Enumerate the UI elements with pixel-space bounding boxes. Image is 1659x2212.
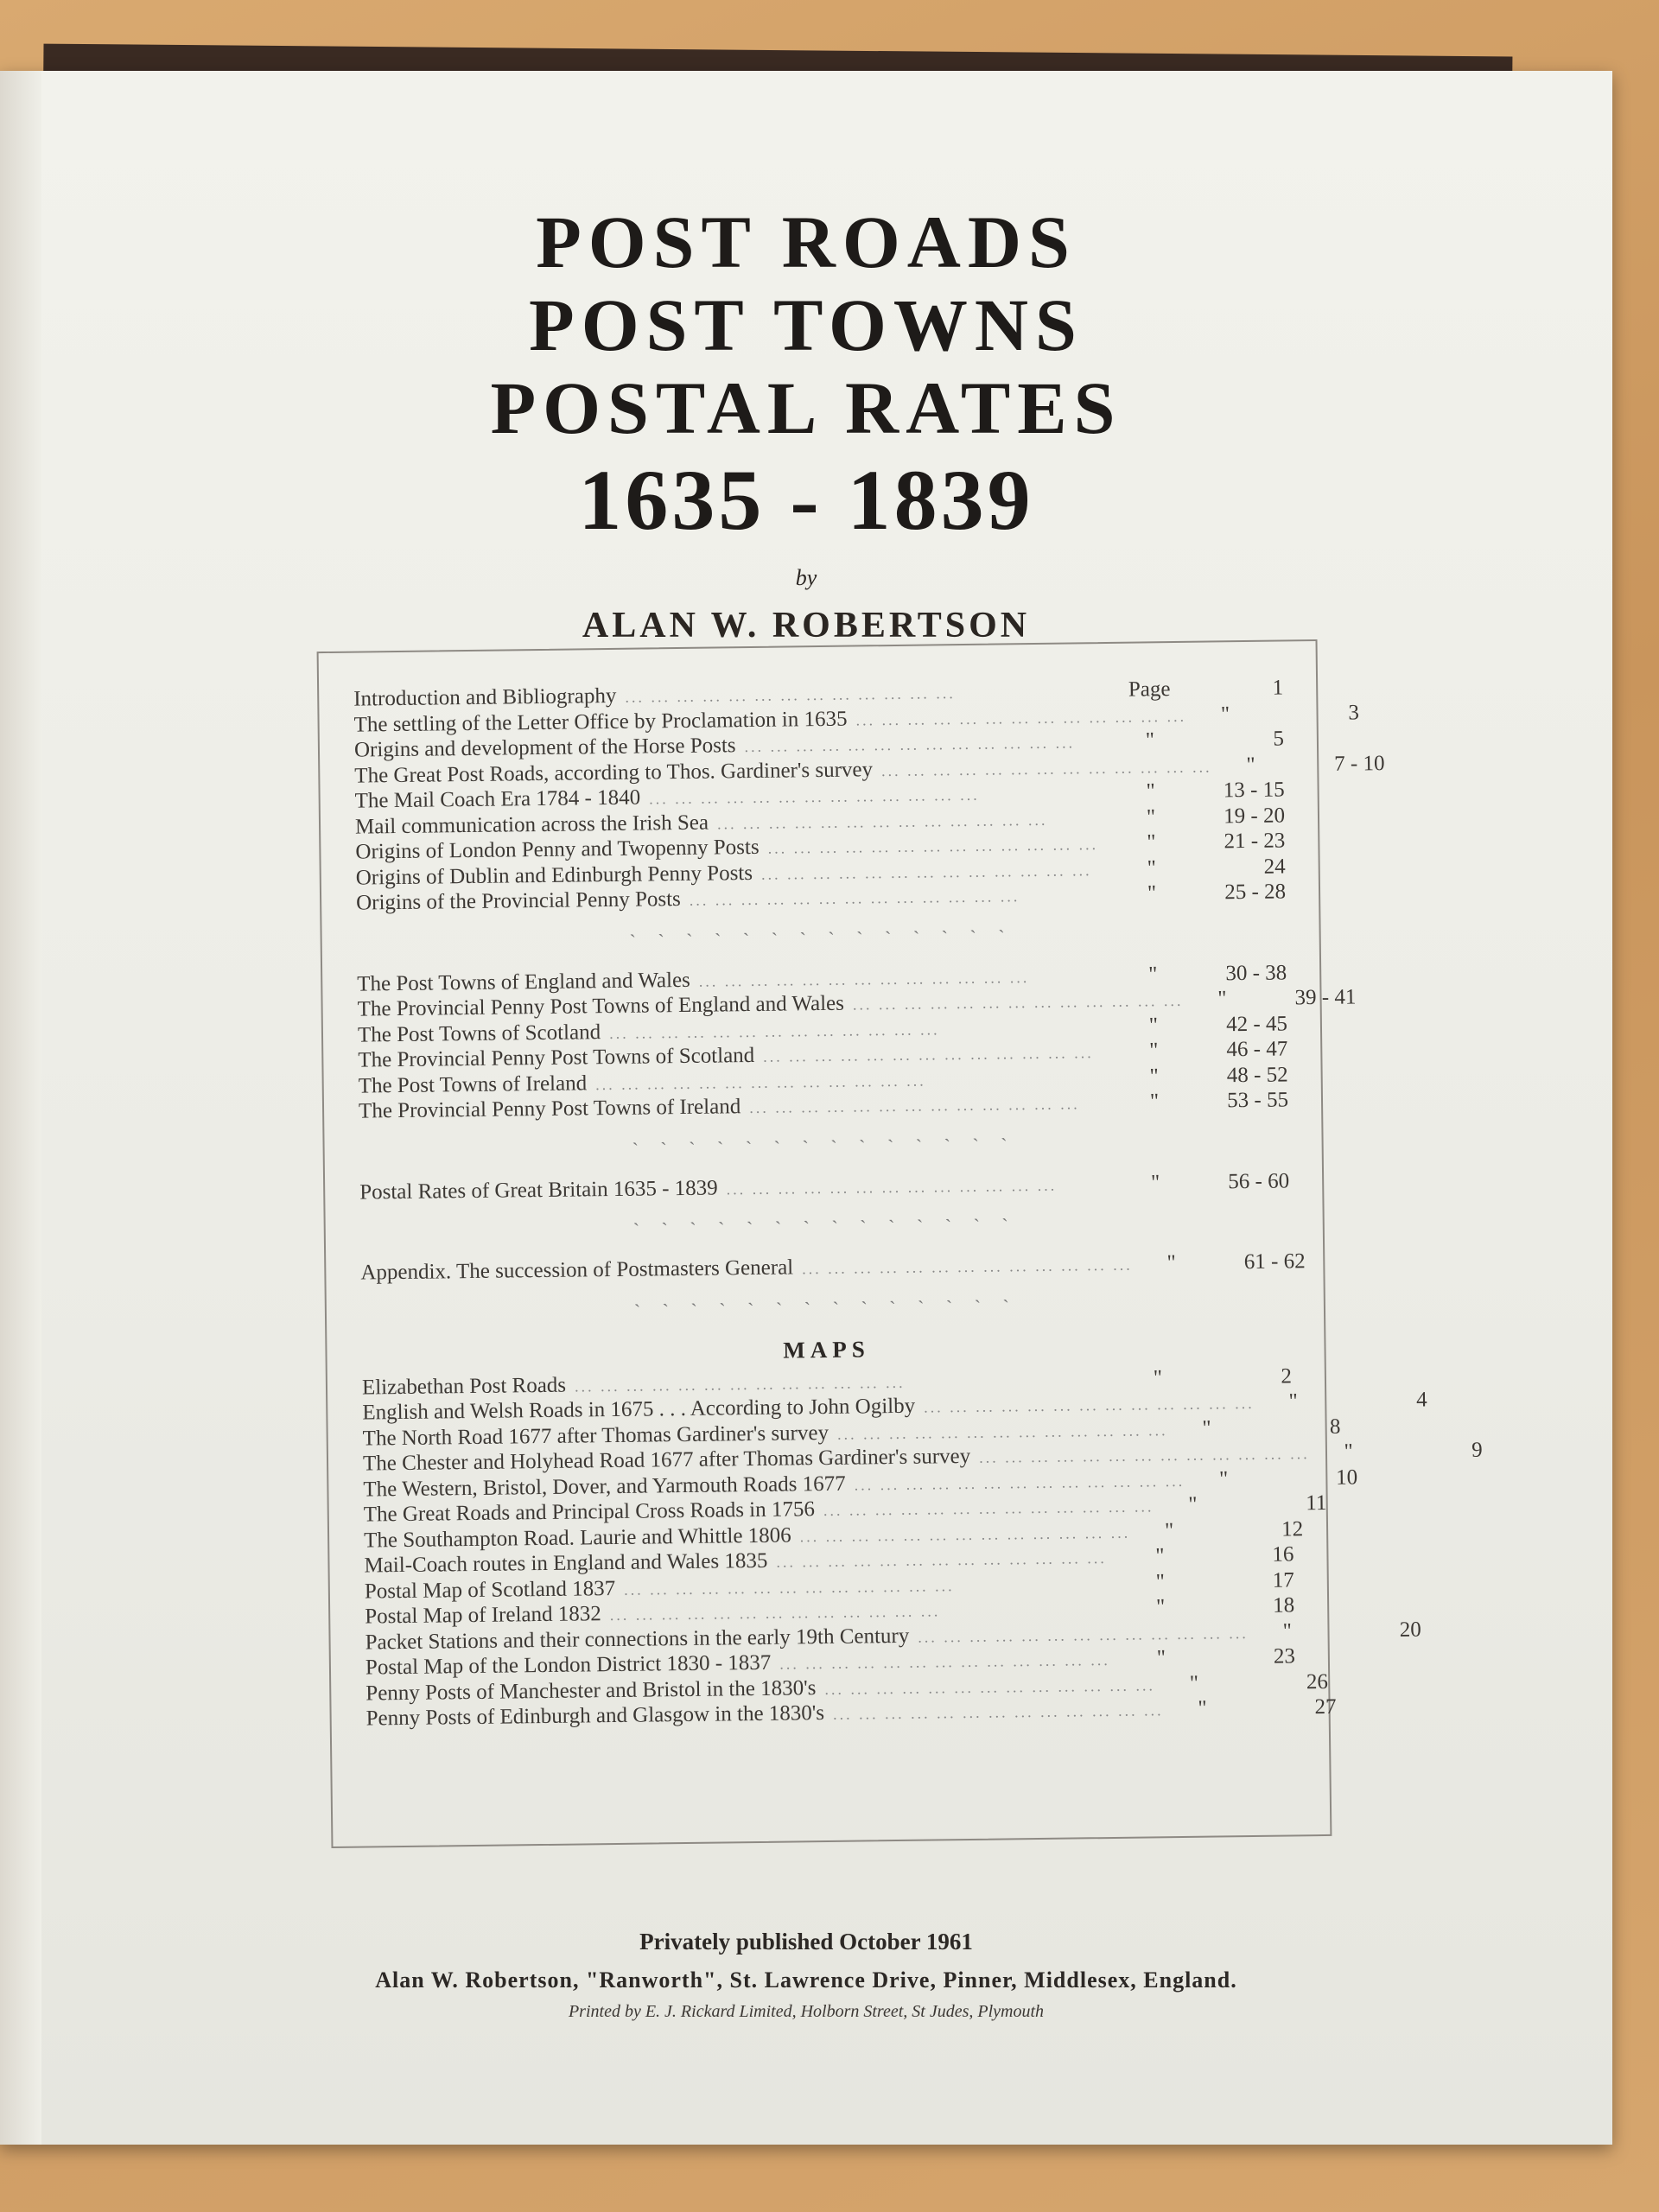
contents-section-post-towns — [357, 960, 1357, 1125]
entry-page-number: 25 - 28 — [1224, 880, 1287, 905]
contents-box — [317, 639, 1483, 1848]
entry-page-label: " — [1147, 881, 1157, 906]
title-years: 1635 - 1839 — [578, 452, 1034, 548]
entry-title: The Mail Coach Era 1784 - 1840 — [354, 785, 641, 813]
dot-leader: ... ... ... ... ... ... ... ... ... ... ... ... ... — [749, 1095, 1080, 1117]
entry-page-label: " — [1147, 962, 1158, 986]
entry-page-number: 17 — [1272, 1567, 1294, 1592]
dot-leader: ... ... ... ... ... ... ... ... ... ... ... ... ... — [852, 991, 1184, 1014]
dot-leader: ... ... ... ... ... ... ... ... ... ... ... ... ... — [880, 757, 1212, 779]
dot-leader: ... ... ... ... ... ... ... ... ... ... ... ... ... — [832, 1701, 1164, 1723]
entry-title: The Provincial Penny Post Towns of Scotland — [358, 1043, 755, 1072]
dot-leader: ... ... ... ... ... ... ... ... ... ... ... ... ... — [854, 1471, 1185, 1494]
entry-title: Origins of London Penny and Twopenny Posts — [355, 835, 760, 864]
entry-page-number: 42 - 45 — [1225, 1011, 1288, 1036]
dot-leader: ... ... ... ... ... ... ... ... ... ... ... ... ... — [624, 1576, 955, 1599]
entry-page-label: " — [1218, 1466, 1229, 1491]
entry-page-number: 18 — [1272, 1593, 1295, 1618]
dot-leader: ... ... ... ... ... ... ... ... ... ... ... ... ... — [689, 887, 1020, 909]
entry-page-label: " — [1198, 1696, 1207, 1720]
entry-page-number: 26 — [1306, 1669, 1329, 1694]
dot-leader: ... ... ... ... ... ... ... ... ... ... ... ... ... — [918, 1624, 1249, 1646]
entry-title: Packet Stations and their connections in the early 19th Century — [365, 1624, 910, 1655]
dot-leader: ... ... ... ... ... ... ... ... ... ... ... ... ... — [824, 1675, 1156, 1698]
publication-note: Privately published October 1961 — [639, 1929, 973, 1955]
entry-page-label: " — [1149, 1064, 1159, 1088]
dot-leader: ... ... ... ... ... ... ... ... ... ... ... ... ... — [609, 1020, 940, 1042]
entry-title: Penny Posts of Edinburgh and Glasgow in the 1830's — [365, 1701, 825, 1731]
entry-title: The Western, Bristol, Dover, and Yarmouth Roads 1677 — [363, 1471, 846, 1502]
entry-page-number: 48 - 52 — [1226, 1062, 1288, 1087]
dot-leader: ... ... ... ... ... ... ... ... ... ... ... ... ... — [767, 836, 1099, 857]
entry-title: Mail communication across the Irish Sea — [354, 810, 709, 839]
dot-leader: ... ... ... ... ... ... ... ... ... ... ... ... ... — [716, 810, 1048, 832]
entry-page-label: " — [1149, 1039, 1159, 1063]
dot-leader: ... ... ... ... ... ... ... ... ... ... ... ... ... — [744, 734, 1076, 756]
entry-page-label: " — [1146, 779, 1155, 804]
entry-title: Postal Map of Ireland 1832 — [365, 1602, 601, 1629]
entry-page-label: Page — [1128, 677, 1171, 702]
entry-page-number: 12 — [1281, 1516, 1304, 1541]
entry-page-label: " — [1155, 1595, 1166, 1619]
entry-page-label: " — [1344, 1440, 1353, 1464]
dot-leader: ... ... ... ... ... ... ... ... ... ... ... ... ... — [823, 1497, 1154, 1520]
entry-title: The North Road 1677 after Thomas Gardiner's survey — [362, 1421, 830, 1451]
dot-leader: ... ... ... ... ... ... ... ... ... ... ... ... ... — [763, 1044, 1094, 1065]
dot-leader: ... ... ... ... ... ... ... ... ... ... ... ... ... — [855, 707, 1187, 729]
contents-section-maps — [361, 1363, 1483, 1732]
entry-page-number: 53 - 55 — [1227, 1088, 1289, 1113]
dot-leader: ... ... ... ... ... ... ... ... ... ... ... ... ... — [595, 1071, 926, 1093]
entry-page-label: " — [1188, 1492, 1198, 1516]
separator: ` ` ` ` ` ` ` ` ` ` ` ` ` ` — [633, 1294, 1019, 1322]
entry-page-number: 20 — [1399, 1618, 1421, 1642]
entry-title: The Provincial Penny Post Towns of Ireland — [358, 1095, 741, 1123]
book-page — [0, 71, 1612, 2145]
entry-title: The Chester and Holyhead Road 1677 after Thomas Gardiner's survey — [362, 1444, 971, 1476]
entry-page-label: " — [1282, 1618, 1293, 1643]
dot-leader: ... ... ... ... ... ... ... ... ... ... ... ... ... — [649, 785, 980, 808]
contents-entry — [359, 1169, 1289, 1206]
entry-page-number: 9 — [1471, 1438, 1483, 1462]
imprint — [0, 1929, 1612, 2022]
dot-leader: ... ... ... ... ... ... ... ... ... ... ... ... ... — [698, 968, 1030, 990]
entry-title: Origins of the Provincial Penny Posts — [355, 887, 681, 915]
entry-title: The Great Post Roads, according to Thos. Gardiner's survey — [354, 757, 874, 788]
entry-title: Origins and development of the Horse Posts — [353, 734, 736, 762]
title-block — [0, 200, 1612, 646]
entry-page-number: 61 - 62 — [1243, 1249, 1306, 1274]
entry-title: Mail-Coach routes in England and Wales 1835 — [364, 1548, 768, 1578]
entry-page-number: 21 - 23 — [1224, 829, 1286, 854]
entry-title: The Provincial Penny Post Towns of England and Wales — [357, 991, 845, 1021]
entry-page-label: " — [1150, 1170, 1160, 1194]
entry-page-label: " — [1145, 728, 1155, 753]
entry-page-number: 4 — [1415, 1388, 1427, 1412]
entry-page-number: 56 - 60 — [1228, 1168, 1290, 1193]
entry-page-number: 13 - 15 — [1223, 778, 1285, 803]
entry-title: Postal Rates of Great Britain 1635 - 1839 — [359, 1176, 718, 1205]
dot-leader: ... ... ... ... ... ... ... ... ... ... ... ... ... — [779, 1650, 1110, 1673]
entry-title: The Post Towns of Scotland — [357, 1020, 601, 1047]
entry-title: English and Welsh Roads in 1675 . . . According to John Ogilby — [362, 1394, 916, 1425]
entry-page-label: " — [1156, 1646, 1166, 1670]
entry-title: The Great Roads and Principal Cross Roads in 1756 — [363, 1497, 816, 1527]
entry-page-number: 8 — [1329, 1414, 1341, 1439]
entry-page-number: 24 — [1263, 854, 1286, 879]
dot-leader: ... ... ... ... ... ... ... ... ... ... ... ... ... — [574, 1373, 906, 1395]
entry-title: Appendix. The succession of Postmasters General — [360, 1255, 794, 1285]
entry-title: The Post Towns of Ireland — [358, 1071, 588, 1098]
entry-page-number: 16 — [1272, 1542, 1294, 1567]
entry-page-label: " — [1217, 987, 1227, 1011]
contents-section-chapters — [353, 676, 1385, 917]
entry-page-number: 10 — [1335, 1465, 1358, 1490]
entry-page-label: " — [1166, 1251, 1176, 1275]
entry-title: Postal Map of the London District 1830 - 1837 — [365, 1650, 772, 1680]
entry-page-label: " — [1153, 1365, 1163, 1389]
dot-leader: ... ... ... ... ... ... ... ... ... ... ... ... ... — [625, 684, 956, 706]
by-line: by — [795, 565, 817, 590]
entry-page-label: " — [1155, 1569, 1166, 1593]
title-line-3: POSTAL RATES — [490, 366, 1122, 449]
maps-heading: MAPS — [783, 1335, 870, 1363]
dot-leader: ... ... ... ... ... ... ... ... ... ... ... ... ... — [799, 1523, 1131, 1545]
dot-leader: ... ... ... ... ... ... ... ... ... ... ... ... ... — [802, 1255, 1133, 1278]
entry-page-label: " — [1220, 702, 1230, 726]
entry-page-label: " — [1147, 830, 1156, 855]
entry-page-label: " — [1189, 1671, 1199, 1695]
entry-page-label: " — [1155, 1544, 1165, 1568]
entry-page-number: 5 — [1273, 727, 1285, 751]
entry-page-number: 30 - 38 — [1225, 960, 1287, 985]
entry-page-number: 2 — [1281, 1363, 1293, 1389]
contents-section-appendix — [360, 1249, 1306, 1287]
entry-page-label: " — [1147, 855, 1156, 880]
entry-title: The settling of the Letter Office by Proclamation in 1635 — [353, 707, 848, 737]
entry-page-number: 11 — [1306, 1491, 1327, 1516]
entry-page-label: " — [1149, 1090, 1160, 1114]
entry-title: Introduction and Bibliography — [353, 683, 617, 711]
contents-section-rates — [359, 1169, 1289, 1206]
dot-leader: ... ... ... ... ... ... ... ... ... ... ... ... ... — [924, 1394, 1255, 1416]
entry-page-label: " — [1246, 753, 1255, 777]
entry-title: The Post Towns of England and Wales — [357, 968, 690, 996]
contents-entry — [360, 1249, 1306, 1287]
separator: ` ` ` ` ` ` ` ` ` ` ` ` ` ` — [632, 1133, 1016, 1160]
entry-page-number: 27 — [1314, 1694, 1337, 1719]
entry-title: Origins of Dublin and Edinburgh Penny Posts — [355, 861, 753, 890]
separator: ` ` ` ` ` ` ` ` ` ` ` ` ` ` — [629, 925, 1014, 952]
entry-page-label: " — [1146, 804, 1156, 829]
dot-leader: ... ... ... ... ... ... ... ... ... ... ... ... ... — [979, 1445, 1310, 1466]
separator: ` ` ` ` ` ` ` ` ` ` ` ` ` ` — [632, 1214, 1017, 1241]
entry-page-label: " — [1148, 1013, 1159, 1037]
author-name: ALAN W. ROBERTSON — [582, 606, 1031, 645]
entry-page-label: " — [1288, 1389, 1298, 1414]
entry-page-number: 3 — [1348, 700, 1360, 725]
entry-page-number: 23 — [1273, 1644, 1296, 1669]
entry-page-label: " — [1202, 1416, 1211, 1440]
printer-line: Printed by E. J. Rickard Limited, Holborn Street, St Judes, Plymouth — [568, 2002, 1045, 2021]
dot-leader: ... ... ... ... ... ... ... ... ... ... ... ... ... — [776, 1549, 1107, 1571]
dot-leader: ... ... ... ... ... ... ... ... ... ... ... ... ... — [609, 1602, 941, 1624]
title-line-2: POST TOWNS — [529, 283, 1084, 366]
entry-page-number: 1 — [1272, 676, 1284, 700]
entry-title: Penny Posts of Manchester and Bristol in the 1830's — [365, 1675, 817, 1706]
dot-leader: ... ... ... ... ... ... ... ... ... ... ... ... ... — [726, 1176, 1058, 1198]
entry-title: The Southampton Road. Laurie and Whittle 1806 — [363, 1522, 791, 1553]
publisher-address: Alan W. Robertson, "Ranworth", St. Lawrence Drive, Pinner, Middlesex, England. — [375, 1967, 1237, 1993]
entry-page-label: " — [1164, 1518, 1174, 1542]
entry-page-number: 7 - 10 — [1334, 751, 1385, 776]
dot-leader: ... ... ... ... ... ... ... ... ... ... ... ... ... — [760, 861, 1092, 883]
dot-leader: ... ... ... ... ... ... ... ... ... ... ... ... ... — [836, 1421, 1168, 1443]
entry-page-number: 46 - 47 — [1226, 1037, 1288, 1062]
entry-title: Elizabethan Post Roads — [361, 1373, 567, 1400]
entry-page-number: 19 - 20 — [1223, 803, 1286, 828]
entry-page-number: 39 - 41 — [1294, 985, 1357, 1010]
title-line-1: POST ROADS — [536, 200, 1077, 283]
entry-title: Postal Map of Scotland 1837 — [364, 1576, 616, 1604]
